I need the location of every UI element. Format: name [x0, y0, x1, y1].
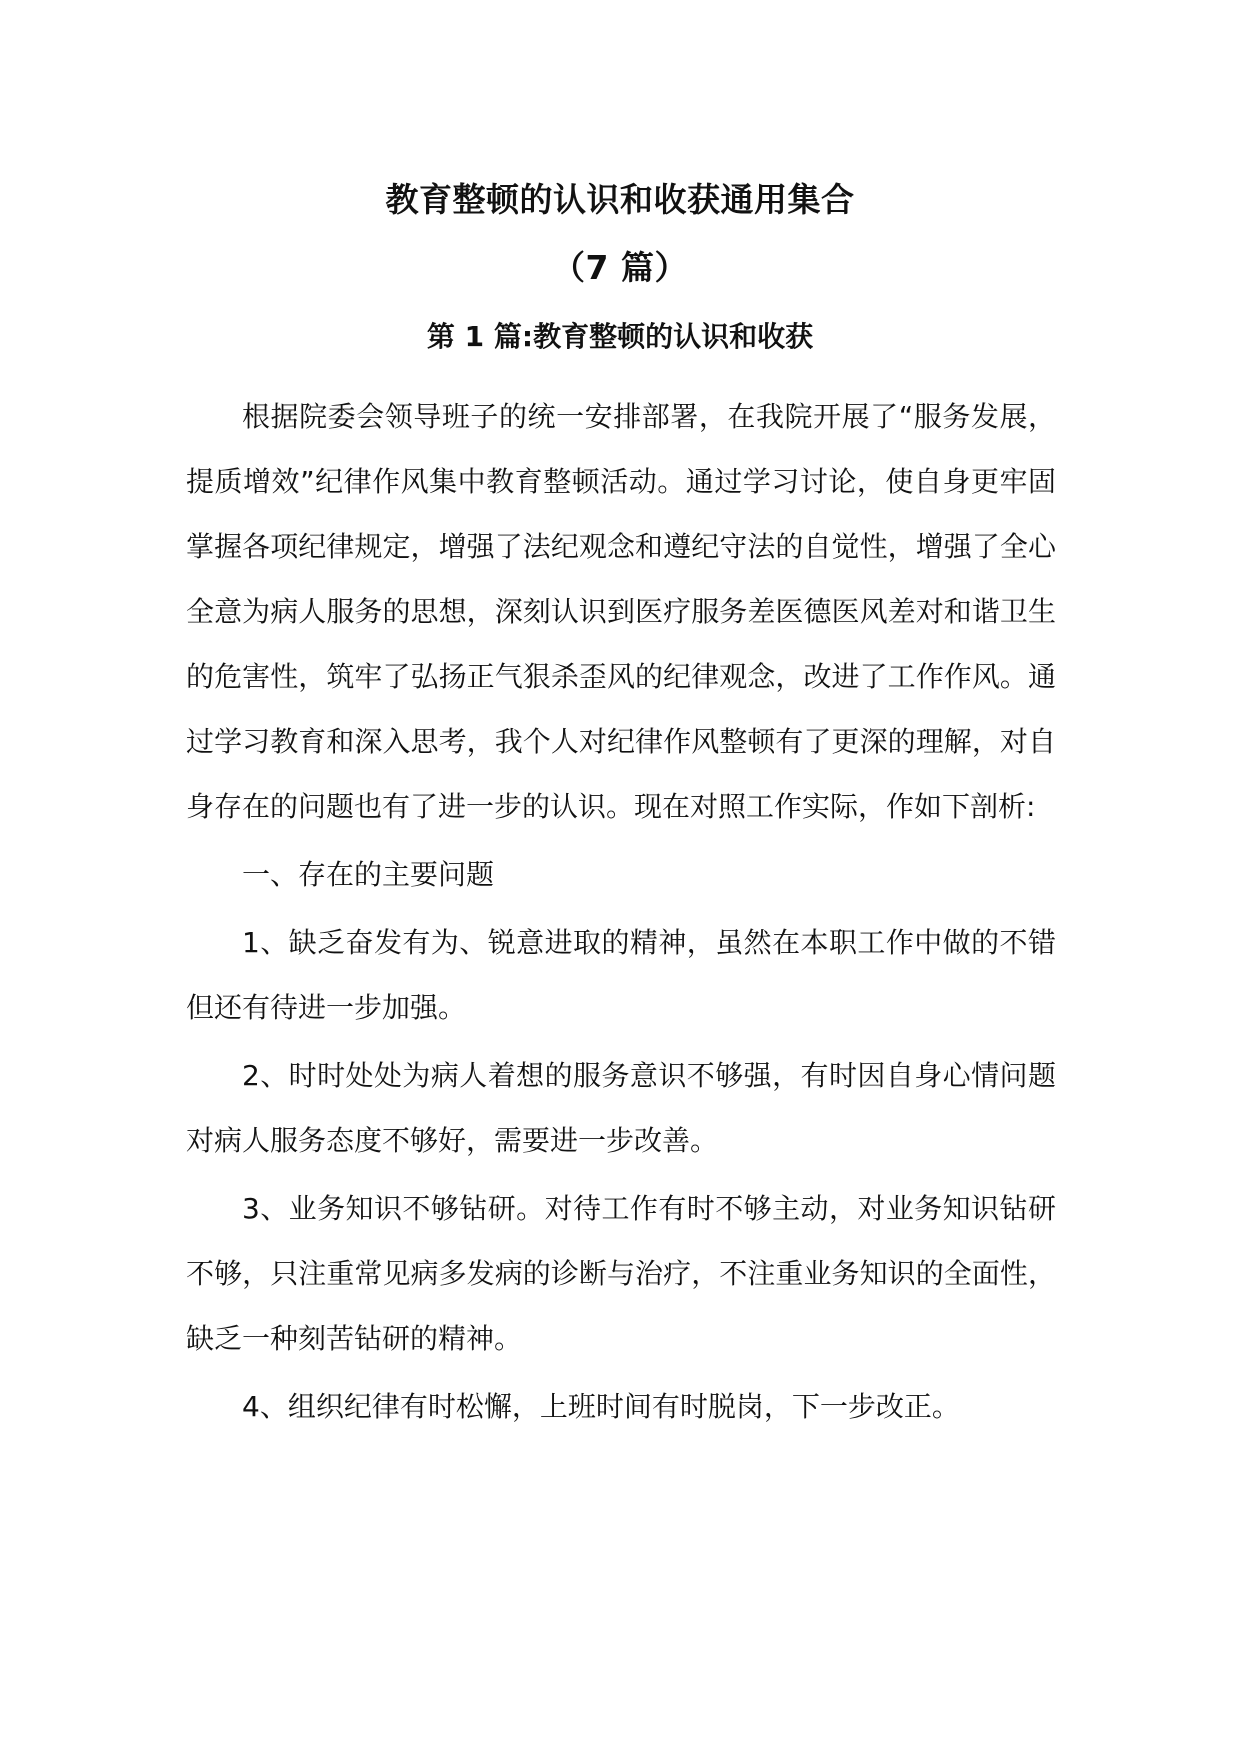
paragraph-intro: 根据院委会领导班子的统一安排部署，在我院开展了“服务发展，提质增效”纪律作风集中教育整顿活动。通过学习讨论，使自身更牢固掌握各项纪律规定，增强了法纪观念和遵纪守法的自觉性，增强了全心全意为病人服务的思想，深刻认识到医疗服务差医德医风差对和谐卫生的危害性，筑牢了弘扬正气狠杀歪风的纪律观念，改进了工作作风。通过学习教育和深入思考，我个人对纪律作风整顿有了更深的理解，对自身存在的问题也有了进一步的认识。现在对照工作实际，作如下剖析: [186, 400, 1056, 823]
paragraph-item-4: 4、组织纪律有时松懈，上班时间有时脱岗，下一步改正。 [242, 1390, 960, 1423]
paragraph-item-2: 2、时时处处为病人着想的服务意识不够强，有时因自身心情问题对病人服务态度不够好，需要进一步改善。 [186, 1059, 1056, 1157]
section-heading: 第 1 篇:教育整顿的认识和收获 [426, 320, 814, 353]
document-subtitle: （7 篇） [552, 248, 688, 287]
document-title: 教育整顿的认识和收获通用集合 [385, 180, 855, 219]
paragraph-item-3: 3、业务知识不够钻研。对待工作有时不够主动，对业务知识钻研不够，只注重常见病多发病的诊断与治疗，不注重业务知识的全面性，缺乏一种刻苦钻研的精神。 [186, 1192, 1056, 1355]
paragraph-item-1: 1、缺乏奋发有为、锐意进取的精神，虽然在本职工作中做的不错但还有待进一步加强。 [186, 926, 1056, 1024]
document-body [186, 384, 1056, 1442]
paragraph-section-title: 一、存在的主要问题 [242, 858, 495, 891]
